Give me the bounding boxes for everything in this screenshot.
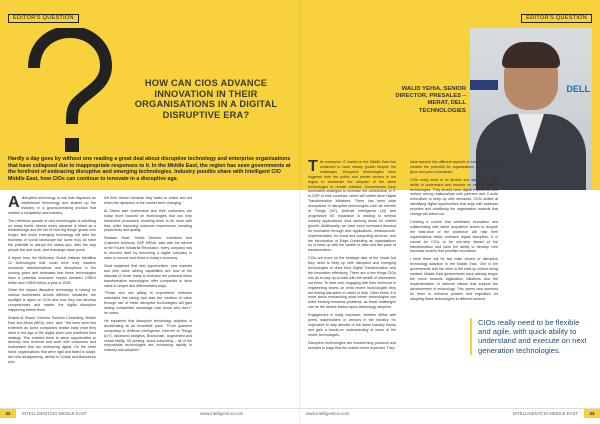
backdrop-banner — [470, 80, 498, 90]
body-column-2 — [104, 196, 192, 356]
question-mark-graphic — [20, 28, 114, 168]
photo-hair — [502, 42, 560, 68]
paragraph: He explained that disruptive technology adoption is accelerating at an incredible pace. "From quantum computing to Artificial Intelligence, Internet of Things (IoT), advanced analytics, Blockchain, augmented and virtual reality, 3D printing, cloud computing – all of the exponential technologies are increasing rapidly in maturity and adoption." — [104, 318, 192, 353]
paragraph: left their throne because they failed to notice and act when the dynamics of the market were changing." — [104, 196, 192, 205]
paragraph: Engagement is really important, whether offline with peers, stakeholders or vendors in the industry. It's imperative to stay abreast of the latest industry trends and gain a hands-on understanding of some of the newer technologies. — [308, 313, 396, 337]
pull-quote: CIOs really need to be flexible and agile, with quick ability to understand and execute on next generation technologies. — [470, 318, 594, 355]
paragraph — [308, 160, 396, 253]
speaker-credit: WALID YEHIA, SENIOR DIRECTOR, PRESALES – MERAT, DELL TECHNOLOGIES — [395, 86, 466, 114]
drop-cap: T — [308, 158, 318, 175]
publication-name-right: INTELLIGENTCIO MIDDLE EAST — [512, 411, 578, 416]
page-number-left: 22 — [0, 409, 16, 418]
page-number-right: 23 — [584, 409, 600, 418]
paragraph: Disruptive technologies are transforming products and services in ways that the market never expected. They — [308, 340, 396, 350]
paragraph: Swaf explained that new opportunities, new markets and new value adding capabilities are now at the disposal of those ready to embrace the potential these transformative technologies offer companies to drive value in unique and differentiated ways. — [104, 263, 192, 288]
footer-right — [300, 408, 600, 417]
paragraph: CIOs are more on the strategic side of the house but they need to keep up with disruptive and emerging technologies to drive their Digital Transformation and the innovation effectively. There are a few things CIOs can do to stay up-to-date with the wealth of information out there. To start with, engaging with their technical or engineering teams on what recent technologies they are finding disruptive or useful to help. Other times, it is more about researching what newer technologies can solve existing business problems, as these challenges can be the drivers behind quick technology adoption. — [308, 256, 396, 310]
paragraph: Radwan Swaf, Senior Director, Industries and Customer Advisory, SAP MENA, said with the advent of the Fourth Industrial Revolution, every company has to reinvent itself by becoming a digital company in order to survive and thrive in today's economy. — [104, 236, 192, 260]
paragraph: I think there will be two main drivers of disruptive technology adoption in the Middle East. One is the governments and the other is the start-up culture being created. Middle East governments have already begun the move towards digitisation initiatives and the implementation of national visions that support the advancement of technology. This opens new avenues for them to enhance policies and regulation for adopting these technologies in different sectors. — [410, 257, 498, 301]
section-tag-right: EDITOR'S QUESTION — [521, 14, 592, 23]
article-headline: HOW CAN CIOS ADVANCE INNOVATION IN THEIR ORGANISATIONS IN A DIGITAL DISRUPTIVE ERA? — [134, 78, 278, 120]
website-link-left[interactable]: www.intelligentcio.com — [200, 411, 244, 416]
drop-cap: A — [8, 194, 20, 211]
website-link-right[interactable]: www.intelligentcio.com — [306, 411, 350, 416]
paragraph: Al Shami said businesses and their customers are today more focused on technologies that can help streamline processes, enabling them to do more with less, while improving customer experiences, boosting productivity and quality. — [104, 208, 192, 233]
page-gutter — [299, 0, 301, 424]
dell-logo: DELL — [566, 84, 590, 94]
body-column-1 — [8, 196, 96, 368]
publication-name-left: INTELLIGENTCIO MIDDLE EAST — [22, 411, 88, 416]
paragraph: A report from the McKinsey Global Institute identifies 12 technologies that could drive truly massive economic transformations and disruptions in the coming years and estimates that these technologies have a potential economic impact between US$14 trillion and US$33 trillion a year in 2025. — [8, 255, 96, 285]
paragraph: Khaled Al Shami, Director, Solution Consulting, Middle East and Africa (MEA), Infor, said: "We have seen few extremes as some companies realise early what they need in the age of the digital storm and redefined their strategy. This enabled them to seize opportunities to develop new revenue and work with customers and businesses that are embracing digital. On the other hand, organisations that were rigid and failed to adapt, are now disappearing, similar to Kodak and Blackberry who — [8, 315, 96, 365]
paragraph: The relentless parade of new technologies is unfolding on many fronts. Almost every advance is billed as a breakthrough and the list of 'next big things' grows ever longer. Not every emerging technology will alter the business or social landscape but some truly do have the potential to disrupt the status quo, alter the way people live and work, and rearrange value pools. — [8, 218, 96, 253]
paragraph-text: he enterprise IT market in the Middle East has continued to have steady growth despite the challenges. Disruptive technologies have triggered both the public and private sectors in the region to accelerate the adoption of the latest technologies to remain relevant. Governments have formulated strategies to increase the contribution of IT to GDP of their countries, which will further drive Digital Transformation initiatives. There has been wide acceptance of disruptive technologies such as Internet of Things (IoT), Artificial Intelligence (AI) and progressive 5G expansion is leading to several industry applications, thus opening areas for market growth. Additionally, we have seen increased demand for innovation through new applications, infrastructure, implementation for cloud and computing services, and the introduction of Edge Computing as organisations try to keep up with the wealth of data and fast pace of transformation. — [308, 160, 396, 253]
body-column-3 — [308, 160, 396, 354]
paragraph: CIOs really need to be flexible and agile, with quick ability to understand and execute on next generation technologies. They should have digital experience and nurture strong relationships with partners and C-suite executives to keep up with demands. CIOs skilled at identifying digital opportunities that align with business priorities and mobilising the organisation towards that change will stand out. — [410, 177, 498, 217]
standfirst: Hardly a day goes by without one reading a great deal about disruptive technology and enterprise organisations that have collapsed due to inappropriate responses to it. In the Middle East, the region has seen governments at the forefront of embracing disruptive and emerging technologies. Industry pundits share with Intelligent CIO Middle East, how CIOs can continue to innovate in a disruptive age. — [8, 156, 291, 182]
paragraph: "Those who are willing to experiment, embrace calculated risk taking and lead the creation of value through use of these disruptive technologies will gain lasting competitive advantage over those who don't," he noted. — [104, 291, 192, 316]
section-tag-left: EDITOR'S QUESTION — [8, 14, 79, 23]
paragraph-text: disruptive technology is one that displaces an established technology and shakes up the industry or a ground-breaking product that creates a completely new industry. — [8, 196, 96, 215]
paragraph: Given the impact disruptive technology is having on various businesses across different industries, the spotlight is again on CIOs and how they can develop competencies and master the digital disruption happening before them. — [8, 288, 96, 313]
paragraph — [8, 196, 96, 216]
paragraph: Creating a culture that celebrates innovation and collaborating with talent acquisition teams to acquire the best-wise of the workforce will help their organisations better embrace digital disruption. It is crucial for CIOs to be one-step ahead of the transformation and have the ability to develop new business models that prioritise innovation. — [410, 219, 498, 254]
footer-left — [0, 408, 300, 417]
paragraph: have seeped into different aspects of everyday life and created the potential for organisations to continually grow and push boundaries. — [410, 160, 498, 174]
body-column-4 — [410, 160, 498, 304]
